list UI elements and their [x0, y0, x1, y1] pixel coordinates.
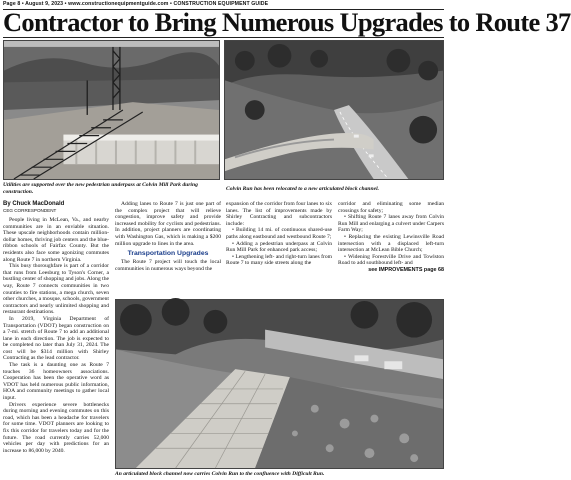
byline: By Chuck MacDonald [3, 201, 65, 207]
article-column-3 [226, 201, 332, 291]
bullet-item: • Shifting Route 7 lanes away from Colvin Run Mill and enlarging a culvert under Carpers Farm Way; [338, 214, 444, 234]
bullet-item: • Building 14 mi. of continuous shared-use paths along eastbound and westbound Route 7; [226, 227, 332, 240]
article-column-4 [338, 201, 444, 297]
continuation-jump[interactable]: see IMPROVEMENTS page 68 [368, 266, 444, 273]
paragraph: Adding lanes to Route 7 is just one part of the complex project that will relieve congestion, improve safety and provide increased mobility for cyclists and pedestrians. In addition, project planners are coordinating with Washington Gas, which is making a $200 million upgrade to lines in the area. [115, 201, 221, 247]
block-channel-caption: An articulated block channel now carries Colvin Run to the confluence with Difficult Run. [115, 471, 325, 477]
bullet-item: • Replacing the existing Lewinsville Road intersection with a displaced left-turn intersection at McLean Bible Church; [338, 233, 444, 254]
paragraph: People living in McLean, Va., and nearby communities are in an enviable situation. These upscale neighborhoods contain million-dollar homes, thriving job centers and the blue-ribbon schools of Fairfax County. But the residents also face some agonizing commutes along Route 7 in northern Virginia. [3, 217, 109, 263]
article-column-2 [115, 201, 221, 291]
bullet-item: • Lengthening left- and right-turn lanes from Route 7 to many side streets along the [226, 253, 332, 267]
block-channel-photo [115, 299, 444, 469]
byline-role: CEG CORRESPONDENT [3, 208, 57, 213]
paragraph: In 2019, Virginia Department of Transportation (VDOT) began construction on a 7-mi. stretch of Route 7 to add an additional lane in each direction. The job is expected to be completed no later than July 31, 2024. The cost will be $314 million with Shirley Contracting as the lead contractor. [3, 315, 109, 362]
bullet-item: • Adding a pedestrian underpass at Colvin Run Mill Park for enhanced park access; [226, 240, 332, 254]
article-column-1 [3, 201, 109, 480]
section-subhead: Transportation Upgrades [127, 250, 209, 258]
paragraph: corridor and eliminating some median crossings for safety; [338, 201, 444, 214]
paragraph: The task is a daunting one as Route 7 touches 36 homeowners associations. Cooperation has been the operative word as VDOT has held numerous public information, HOA and community meetings to gather local input. [3, 362, 109, 402]
underpass-photo [3, 40, 220, 180]
paragraph: This busy thoroughfare is part of a corridor that runs from Leesburg to Tyson's Corner, a bustling center of shopping and jobs. Along the way, Route 7 connects communities in two counties to fire stations, a mega church, seven other churches, a mosque, schools, government contractors and nearly unlimited shopping and restaurant destinations. [3, 263, 109, 316]
headline-rule [3, 37, 444, 38]
channel-aerial-photo [224, 40, 444, 180]
paragraph: Drivers experience severe bottlenecks during morning and evening commutes on this road, which has been a headache for travelers for some time. VDOT planners are looking to fix this corridor for travelers today and for the future. The road currently carries 52,000 vehicles per day with predictions for an increase to 86,000 by 2040. [3, 401, 109, 454]
bullet-item: • Widening Forestville Drive and Towlston Road to add southbound left- and [338, 253, 444, 267]
channel-aerial-caption: Colvin Run has been relocated to a new articulated block channel. [226, 186, 380, 192]
paragraph: The Route 7 project will touch the local communities in numerous ways beyond the [115, 259, 221, 272]
page-folio: Page 8 • August 9, 2023 • www.constructionequipmentguide.com • CONSTRUCTION EQUIPMENT GUIDE [3, 1, 269, 7]
underpass-photo-caption: Utilities are supported over the new pedestrian underpass at Colvin Mill Park during construction. [3, 182, 198, 195]
paragraph: expansion of the corridor from four lanes to six lanes. The list of improvements made by Shirley Contracting and subcontractors include: [226, 201, 332, 227]
page-headline: Contractor to Bring Numerous Upgrades to Route 37 [3, 7, 571, 37]
